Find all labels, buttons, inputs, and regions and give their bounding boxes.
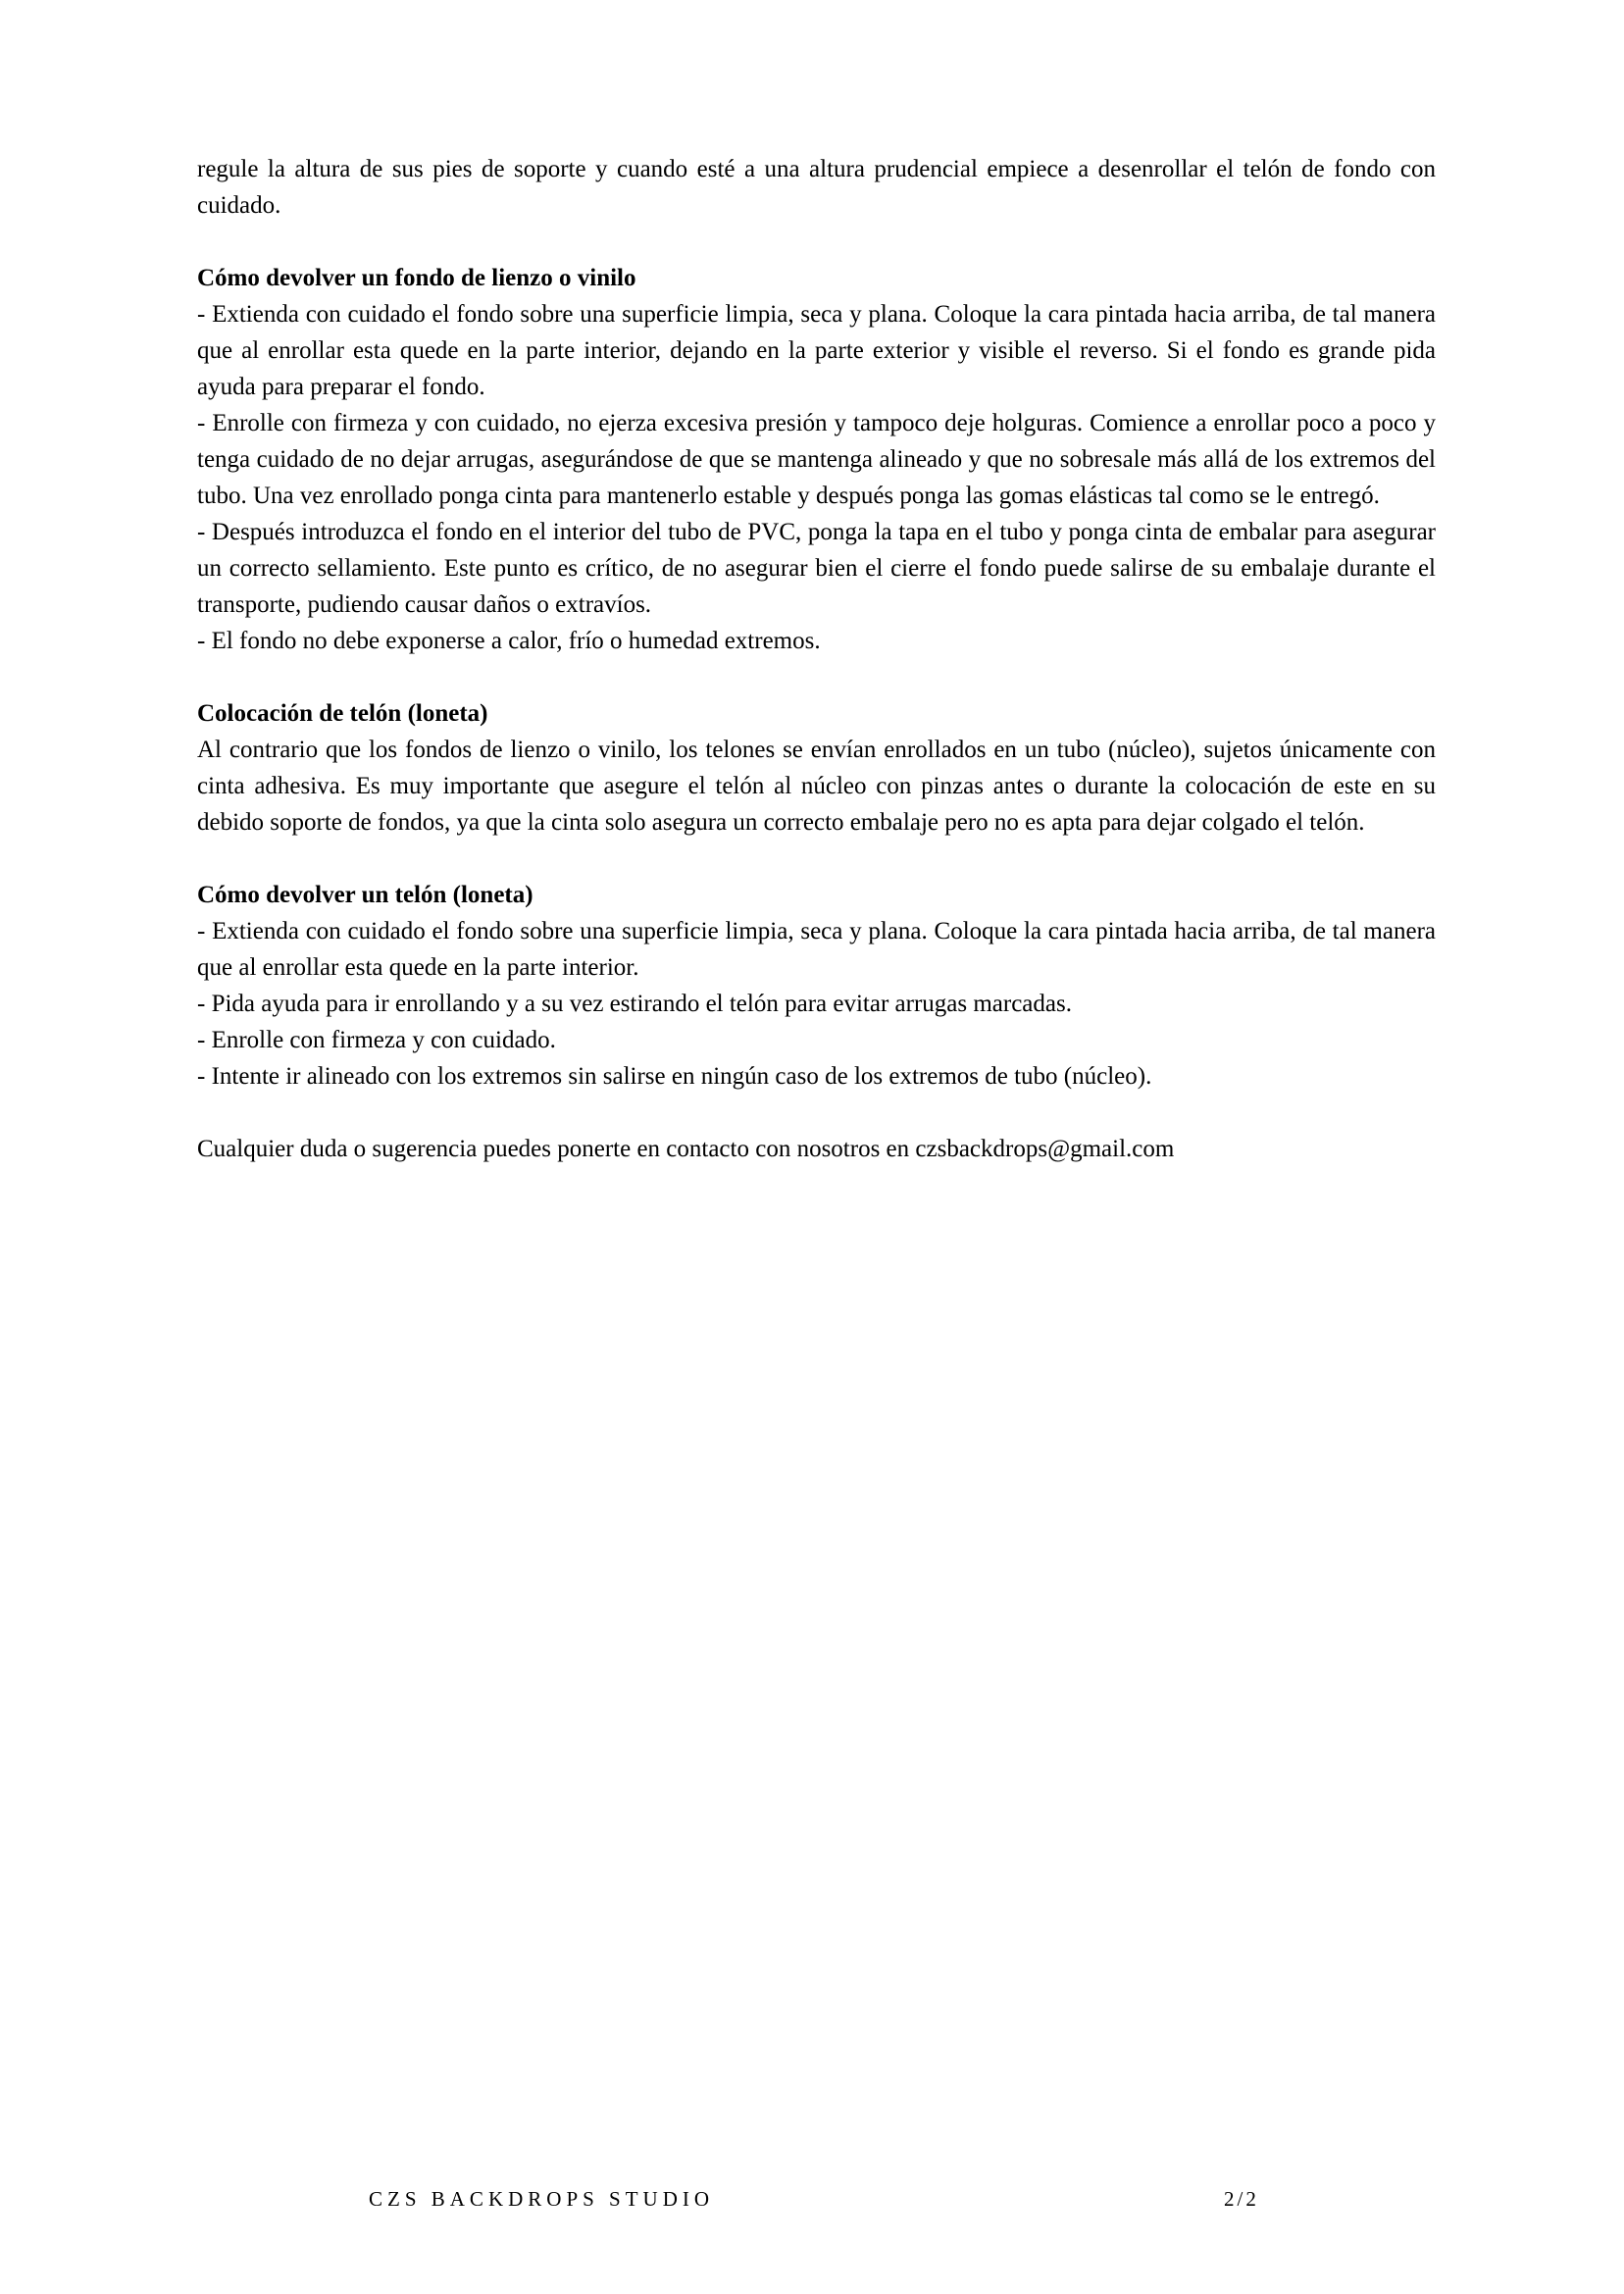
lienzo-step-3: - Después introduzca el fondo en el interior del tubo de PVC, ponga la tapa en el tubo y ponga cinta de embalar para asegurar un correcto sellamiento. Este punto es crítico, de no asegurar bien el cierre el fondo puede salirse de su embalaje durante el transporte, pudiendo causar daños o extravíos. <box>197 519 1436 618</box>
telon-step-4: - Intente ir alineado con los extremos sin salirse en ningún caso de los extremos de tubo (núcleo). <box>197 1063 1152 1090</box>
section-heading-colocacion: Colocación de telón (loneta) <box>197 700 488 727</box>
section-heading-telon: Cómo devolver un telón (loneta) <box>197 882 533 908</box>
footer-studio-name: CZS BACKDROPS STUDIO <box>369 2187 715 2211</box>
spacer <box>197 841 1436 877</box>
footer-page-number: 2/2 <box>1224 2187 1259 2211</box>
document-page <box>197 151 1436 1167</box>
intro-paragraph: regule la altura de sus pies de soporte y cuando esté a una altura prudencial empiece a desenrollar el telón de fondo con cuidado. <box>197 156 1436 219</box>
lienzo-step-4: - El fondo no debe exponerse a calor, frío o humedad extremos. <box>197 628 821 654</box>
section-heading-lienzo: Cómo devolver un fondo de lienzo o vinilo <box>197 265 636 291</box>
lienzo-step-2: - Enrolle con firmeza y con cuidado, no ejerza excesiva presión y tampoco deje holguras. Comience a enrollar poco a poco y tenga cuidado de no dejar arrugas, asegurándose de que se mantenga alineado y que no sobresale más allá de los extremos del tubo. Una vez enrollado ponga cinta para mantenerlo estable y después ponga las gomas elásticas tal como se le entregó. <box>197 410 1436 509</box>
spacer <box>197 1095 1436 1131</box>
colocacion-paragraph: Al contrario que los fondos de lienzo o vinilo, los telones se envían enrollados en un tubo (núcleo), sujetos únicamente con cinta adhesiva. Es muy importante que asegure el telón al núcleo con pinzas antes o durante la colocación de este en su debido soporte de fondos, ya que la cinta solo asegura un correcto embalaje pero no es apta para dejar colgado el telón. <box>197 737 1436 836</box>
spacer <box>197 224 1436 260</box>
contact-paragraph: Cualquier duda o sugerencia puedes ponerte en contacto con nosotros en czsbackdrops@gmail.com <box>197 1136 1175 1162</box>
lienzo-step-1: - Extienda con cuidado el fondo sobre una superficie limpia, seca y plana. Coloque la cara pintada hacia arriba, de tal manera que al enrollar esta quede en la parte interior, dejando en la parte exterior y visible el reverso. Si el fondo es grande pida ayuda para preparar el fondo. <box>197 301 1436 400</box>
telon-step-2: - Pida ayuda para ir enrollando y a su vez estirando el telón para evitar arrugas marcadas. <box>197 991 1072 1017</box>
spacer <box>197 659 1436 695</box>
telon-step-3: - Enrolle con firmeza y con cuidado. <box>197 1027 556 1053</box>
telon-step-1: - Extienda con cuidado el fondo sobre una superficie limpia, seca y plana. Coloque la cara pintada hacia arriba, de tal manera que al enrollar esta quede en la parte interior. <box>197 918 1436 981</box>
